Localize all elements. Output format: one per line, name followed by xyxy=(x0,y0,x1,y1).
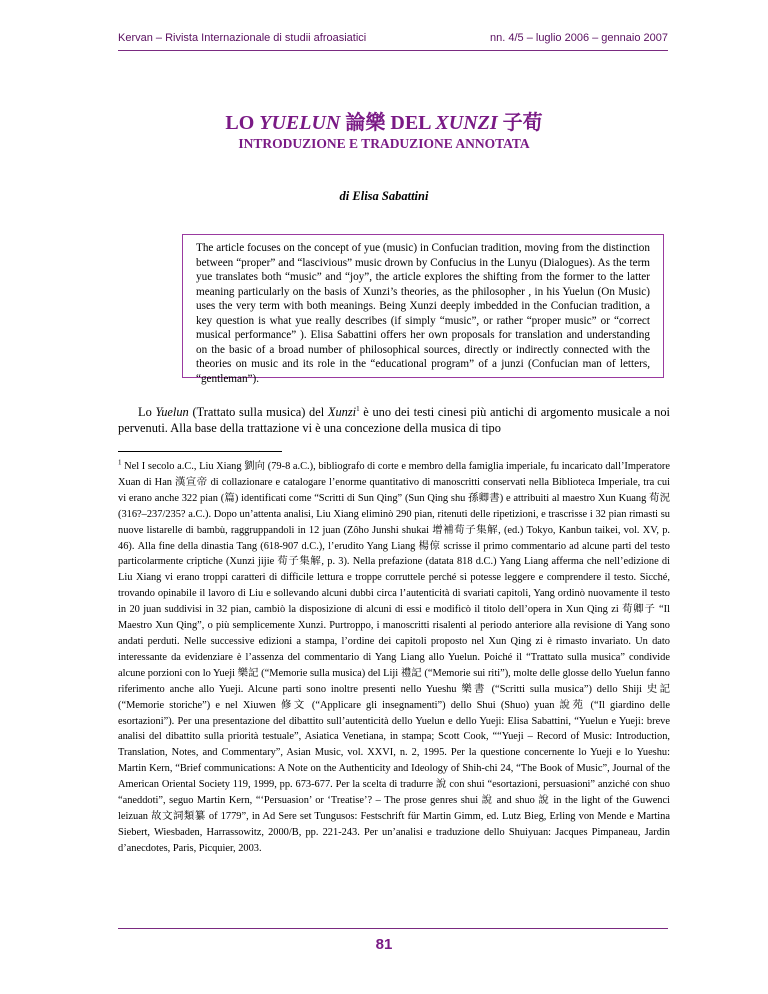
issue-info: nn. 4/5 – luglio 2006 – gennaio 2007 xyxy=(490,32,668,44)
abstract-box xyxy=(182,234,664,385)
title-xunzi: XUNZI xyxy=(435,112,498,134)
body-yuelun: Yuelun xyxy=(155,405,189,419)
footnote xyxy=(118,459,670,857)
title-mid: 論樂 DEL xyxy=(340,112,436,134)
article-title xyxy=(0,106,768,135)
body-paragraph xyxy=(118,404,670,436)
abstract-text: The article focuses on the concept of yue (music) in Confucian tradition, moving from the distinction between “proper” and “lascivious” music drown by Confucius in the Lunyu (Dialogues). As the term yue translates both “music” and “joy”, the article explores the shifting from the former to the latter meaning particularly on the basis of Xunzi’s theories, as the philosopher , in his Yuelun (On Music) uses the very term with both meanings. Being Xunzi deeply imbedded in the Confucian tradition, a key question is what yue really describes (if simply “music”, or rather “proper music” or “correct musical performance” ). Elisa Sabattini offers her own proposals for translation and understanding on the basic of a broad number of philosophical sources, directly or indirectly connected with the theories on music and its role in the “educational program” of a junzi (Confucian man of letters, “gentleman”). xyxy=(196,242,650,385)
footnote-mark: 1 xyxy=(118,458,122,467)
footnote-text: Nel I secolo a.C., Liu Xiang 劉向 (79-8 a.C.), bibliografo di corte e membro della famiglia imperiale, fu incaricato dall’Imperatore Xuan di Han 漢宣帝 di collazionare e catalogare l’enorme quantitativo di manoscritti conservati nella Biblioteca Imperiale, tra cui vi erano anche 322 pian (篇) identificati come “Scritti di Sun Qing” (Sun Qing shu 孫卿書) e attribuiti al maestro Xun Kuang 荀況 (316?–237/235? a.C.). Dopo un’attenta analisi, Liu Xiang eliminò 290 pian, ritenuti delle ripetizioni, e trascrisse i 32 pian rimasti su nuove listarelle di bambù, raggruppandoli in 12 juan (Zôho Junshi shukai 增補荀子集解, (ed.) Tokyo, Kanbun taikei, vol. XV, p. 46). Alla fine della dinastia Tang (618-907 d.C.), l’erudito Yang Liang 楊倞 scrisse il primo commentario ad alcune parti del testo particolarmente criptiche (Xunzi jijie 荀子集解, p. 3). Nella prefazione (datata 818 d.C.) Yang Liang afferma che nell’edizione di Liu Xiang vi erano troppi caratteri di difficile lettura e troppe corruttele perché si potesse leggere e comprendere il testo. Sicché, trovando opinabile il lavoro di Liu e sollevando alcuni dubbi circa l’autenticità di svariati capitoli, Yang ordinò nuovamente il testo in 20 juan suddivisi in 32 pian, cambiò la disposizione di alcuni di essi e modificò il titolo dell’opera in Xun Qing zi 荀卿子 “Il Maestro Xun Qing”, o più semplicemente Xunzi. Purtroppo, i manoscritti risalenti al periodo anteriore alla revisione di Yang sono andati perduti. Nelle successive edizioni a stampa, l’ordine dei capitoli proposto nel Xun Qing zi è rimasto invariato. Un dato interessante da evidenziare è l’assenza del commentario di Yang Liang allo Yuelun. Poiché il “Trattato sulla musica” condivide alcune porzioni con lo Yueji 樂記 (“Memorie sulla musica) del Liji 禮記 (“Memorie sui riti”), molte delle glosse dello Yuelun fanno riferimento anche allo Yueji. Alcune parti sono inoltre presenti nello Yueshu 樂書 (“Scritti sulla musica”) dello Shiji 史記 (“Memorie storiche”) e nel Xiuwen 修文 (“Applicare gli insegnamenti”) dello Shui (Shuo) yuan 說苑 (“Il giardino delle esortazioni”). Per una presentazione del dibattito sull’autenticità dello Yuelun e dello Yueji: Elisa Sabattini, “Yuelun e Yueji: breve analisi del dibattito sulla priorità testuale”, Asiatica Venetiana, in stampa; Scott Cook, ““Yueji – Record of Music: Introduction, Translation, Notes, and Commentary”, Asian Music, vol. XXVI, n. 2, 1995. Per la questione concernente lo Yueji e lo Yueshu: Martin Kern, “Brief communications: A Note on the Authenticity and Ideology of Shih-chi 24, “The Book of Music”, Journal of the American Oriental Society 119, 1999, pp. 673-677. Per la scelta di tradurre 說 con shui “esortazioni, persuasioni” anziché con shuo “aneddoti”, seguo Martin Kern, “‘Persuasion’ or ‘Treatise’? – The prose genres shui 說 and shuo 說 in the light of the Guwenci leizuan 故文詞類纂 of 1779”, in Ad Sere set Tungusos: Festschrift für Martin Gimm, ed. Lutz Bieg, Erling von Mende e Martina Siebert, Wiesbaden, Harrassowitz, 2000/B, pp. 221-243. Per un’analisi e traduzione dello Shuiyuan: Jacques Pimpaneau, Jardin d’anecdotes, Paris, Picquier, 2003. xyxy=(118,461,670,854)
page-number: 81 xyxy=(375,936,393,953)
body-xunzi: Xunzi xyxy=(327,405,357,419)
journal-title: Kervan – Rivista Internazionale di studii afroasiatici xyxy=(118,32,367,44)
footnote-ref[interactable]: 1 xyxy=(356,404,360,413)
body-part2: è uno dei testi cinesi più antichi di argomento musicale a noi pervenuti. Alla base della trattazione vi è una concezione della musica di tipo xyxy=(118,405,670,435)
title-chars: 子荀 xyxy=(497,112,543,134)
footer-rule xyxy=(118,928,668,929)
article-subtitle: INTRODUZIONE E TRADUZIONE ANNOTATA xyxy=(238,136,530,151)
running-header xyxy=(118,30,668,51)
body-part1: (Trattato sulla musica) del xyxy=(188,405,328,419)
body-text xyxy=(118,404,670,436)
body-lead: Lo xyxy=(138,405,156,419)
footnote-separator xyxy=(118,451,282,452)
title-yuelun: YUELUN xyxy=(259,112,341,134)
author-line: di Elisa Sabattini xyxy=(339,189,429,203)
title-prefix: LO xyxy=(225,112,260,134)
footnote-paragraph xyxy=(118,459,670,857)
